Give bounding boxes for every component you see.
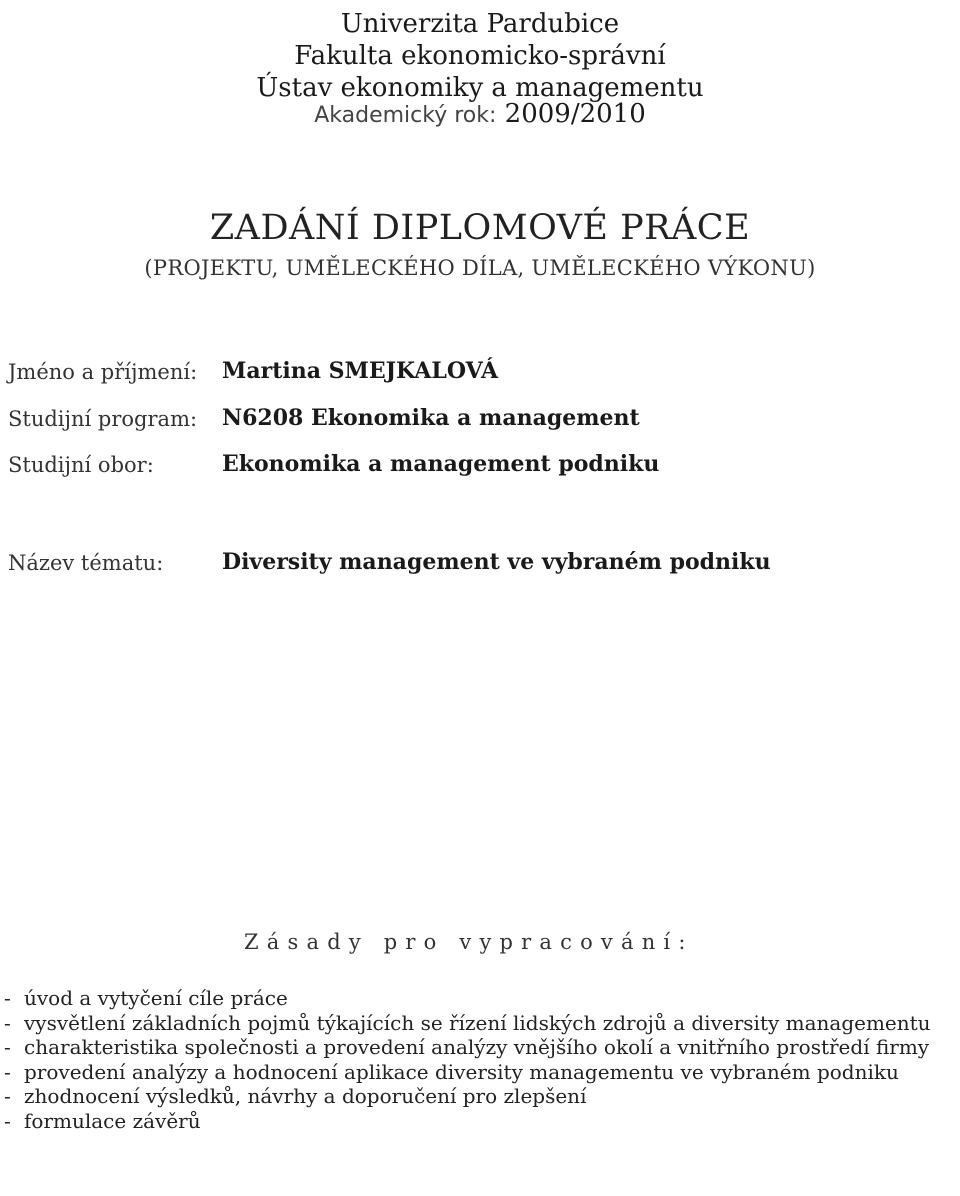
list-item-text: vysvětlení základních pojmů týkajících se řízení lidských zdrojů a diversity managementu (24, 1010, 931, 1035)
list-item-text: charakteristika společnosti a provedení analýzy vnějšího okolí a vnitřního prostředí firmy (24, 1035, 930, 1060)
topic-label: Název tématu: (8, 551, 164, 575)
principles-list (4, 986, 931, 1134)
list-item-text: provedení analýzy a hodnocení aplikace diversity managementu ve vybraném podniku (24, 1059, 899, 1084)
list-item-text: formulace závěrů (24, 1108, 201, 1133)
academic-year (0, 98, 960, 132)
list-item-text: zhodnocení výsledků, návrhy a doporučení pro zlepšení (24, 1084, 587, 1109)
academic-year-label: Akademický rok: (314, 103, 497, 128)
program-label: Studijní program: (8, 407, 198, 431)
topic-value: Diversity management ve vybraném podniku (222, 549, 771, 575)
list-item-text: úvod a vytyčení cíle práce (24, 986, 288, 1010)
principles-heading: Zásady pro vypracování: (244, 930, 694, 954)
academic-year-value: 2009/2010 (504, 99, 646, 129)
document-title: ZADÁNÍ DIPLOMOVÉ PRÁCE (209, 208, 751, 248)
list-item: - provedení analýzy a hodnocení aplikace diversity managementu ve vybraném podniku (4, 1059, 899, 1084)
list-item: - vysvětlení základních pojmů týkajících se řízení lidských zdrojů a diversity managementu (4, 1010, 931, 1035)
name-label: Jméno a příjmení: (8, 360, 198, 384)
list-item: - zhodnocení výsledků, návrhy a doporučení pro zlepšení (4, 1084, 587, 1109)
name-value: Martina SMEJKALOVÁ (222, 358, 499, 384)
document-subtitle: (PROJEKTU, UMĚLECKÉHO DÍLA, UMĚLECKÉHO VÝKONU) (144, 256, 816, 280)
faculty-name: Fakulta ekonomicko-správní (294, 41, 666, 71)
institute-name: Ústav ekonomiky a managementu (256, 73, 704, 103)
field-value: Ekonomika a management podniku (222, 451, 660, 477)
list-item: - formulace závěrů (4, 1108, 201, 1133)
list-item: - charakteristika společnosti a provedení analýzy vnějšího okolí a vnitřního prostředí firmy (4, 1035, 930, 1060)
program-value: N6208 Ekonomika a management (222, 405, 640, 431)
university-name: Univerzita Pardubice (340, 9, 620, 39)
list-item: - úvod a vytyčení cíle práce (4, 986, 288, 1010)
field-label: Studijní obor: (8, 453, 154, 477)
